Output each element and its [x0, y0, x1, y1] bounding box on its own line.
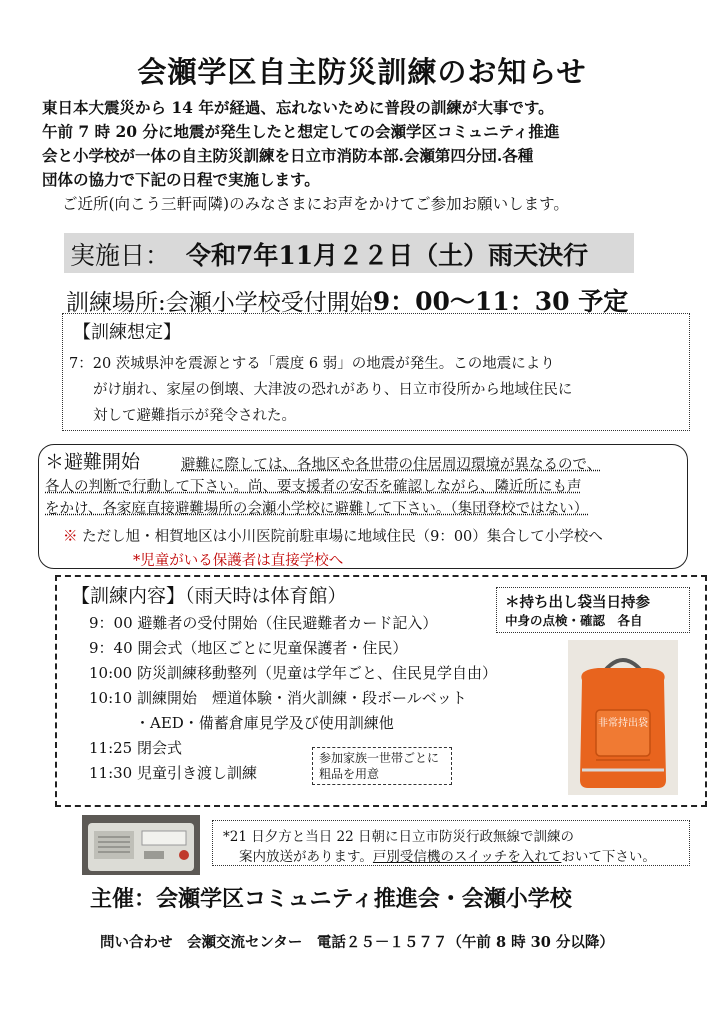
broadcast-text: 案内放送があります。: [239, 849, 373, 865]
date-banner: [64, 233, 634, 273]
broadcast-notice: [212, 820, 690, 866]
training-item: 9：40 開会式（地区ごとに児童保護者・住民）: [89, 639, 408, 657]
bag-label: 非常持出袋: [598, 718, 648, 729]
broadcast-line: *21 日夕方と当日 22 日朝に日立市防災行政無線で訓練の: [223, 829, 574, 845]
note-mark: ※: [63, 529, 78, 545]
intro-line: 団体の協力で下記の日程で実施します。: [42, 170, 320, 189]
intro-line: 午前 7 時 20 分に地震が発生したと想定しての会瀬学区コミュニティ推進: [42, 122, 560, 141]
radio-photo: [82, 815, 200, 875]
evacuation-note: [63, 525, 603, 546]
location-label: 訓練場所:会瀬小学校受付開始: [66, 290, 373, 316]
scenario-line: 7：20 茨城県沖を震源とする「震度 6 弱」の地震が発生。この地震により: [69, 356, 555, 372]
evacuation-line: 各人の判断で行動して下さい。尚、要支援者の安否を確認しながら、隣近所にも声: [45, 479, 582, 495]
training-item: 11:30 児童引き渡し訓練: [89, 764, 257, 782]
gift-note-line: 粗品を用意: [319, 767, 380, 781]
page-title: 会瀬学区自主防災訓練のお知らせ: [137, 55, 587, 89]
broadcast-line: [239, 845, 656, 865]
evacuation-box: [38, 444, 688, 569]
scenario-line: 対して避難指示が発令された。: [93, 408, 296, 424]
evacuation-note-parents: *児童がいる保護者は直接学校へ: [133, 553, 344, 569]
intro-request: ご近所(向こう三軒両隣)のみなさまにお声をかけてご参加お願いします。: [62, 195, 569, 213]
bag-note-title: ＊持ち出し袋当日持参: [505, 594, 650, 611]
scenario-box: [62, 313, 690, 431]
bag-note-box: [496, 587, 690, 633]
organizer: 主催：会瀬学区コミュニティ推進会・会瀬小学校: [90, 886, 572, 912]
radio-receiver-icon: [82, 815, 200, 875]
backpack-photo: [568, 640, 678, 795]
backpack-icon: [568, 640, 678, 795]
broadcast-emphasis: 戸別受信機のスイッチを入れて: [372, 849, 562, 865]
training-item: 10:00 防災訓練移動整列（児童は学年ごと、住民見学自由）: [89, 664, 497, 682]
intro-line: 会と小学校が一体の自主防災訓練を日立市消防本部.会瀬第四分団.各種: [42, 146, 534, 165]
intro-paragraph: [42, 96, 692, 216]
evacuation-heading: ＊避難開始: [45, 451, 141, 473]
broadcast-text: おいて下さい。: [561, 849, 656, 865]
scenario-line: がけ崩れ、家屋の倒壊、大津波の恐れがあり、日立市役所から地域住民に: [93, 382, 573, 398]
training-item: ・AED・備蓄倉庫見学及び使用訓練他: [135, 714, 394, 732]
location-time: 9：00〜11：30 予定: [372, 287, 629, 316]
training-item: 9：00 避難者の受付開始（住民避難者カード記入）: [89, 614, 438, 632]
date-value: 令和7年11月２２日（土）雨天決行: [186, 241, 589, 270]
training-item: 10:10 訓練開始 煙道体験・消火訓練・段ボールベット: [89, 689, 467, 707]
gift-note: [312, 747, 452, 785]
evacuation-line: をかけ、各家庭直接避難場所の会瀬小学校に避難して下さい。（集団登校ではない）: [45, 501, 589, 517]
training-item: 11:25 閉会式: [89, 739, 182, 757]
date-label: 実施日：: [70, 241, 171, 270]
evacuation-line: 避難に際しては、各地区や各世帯の住居周辺環境が異なるので、: [181, 457, 602, 473]
gift-note-line: 参加家族一世帯ごとに: [319, 751, 440, 765]
scenario-heading: 【訓練想定】: [73, 322, 181, 343]
bag-note-subtitle: 中身の点検・確認 各自: [505, 613, 643, 628]
training-heading: 【訓練内容】（雨天時は体育館）: [71, 585, 347, 607]
intro-line: 東日本大震災から 14 年が経過、忘れないために普段の訓練が大事です。: [42, 98, 554, 117]
contact-info: 問い合わせ 会瀬交流センター 電話２５－１５７７（午前 8 時 30 分以降）: [100, 934, 614, 951]
note-text: ただし旭・相賀地区は小川医院前駐車場に地域住民（9：00）集合して小学校へ: [82, 529, 603, 545]
